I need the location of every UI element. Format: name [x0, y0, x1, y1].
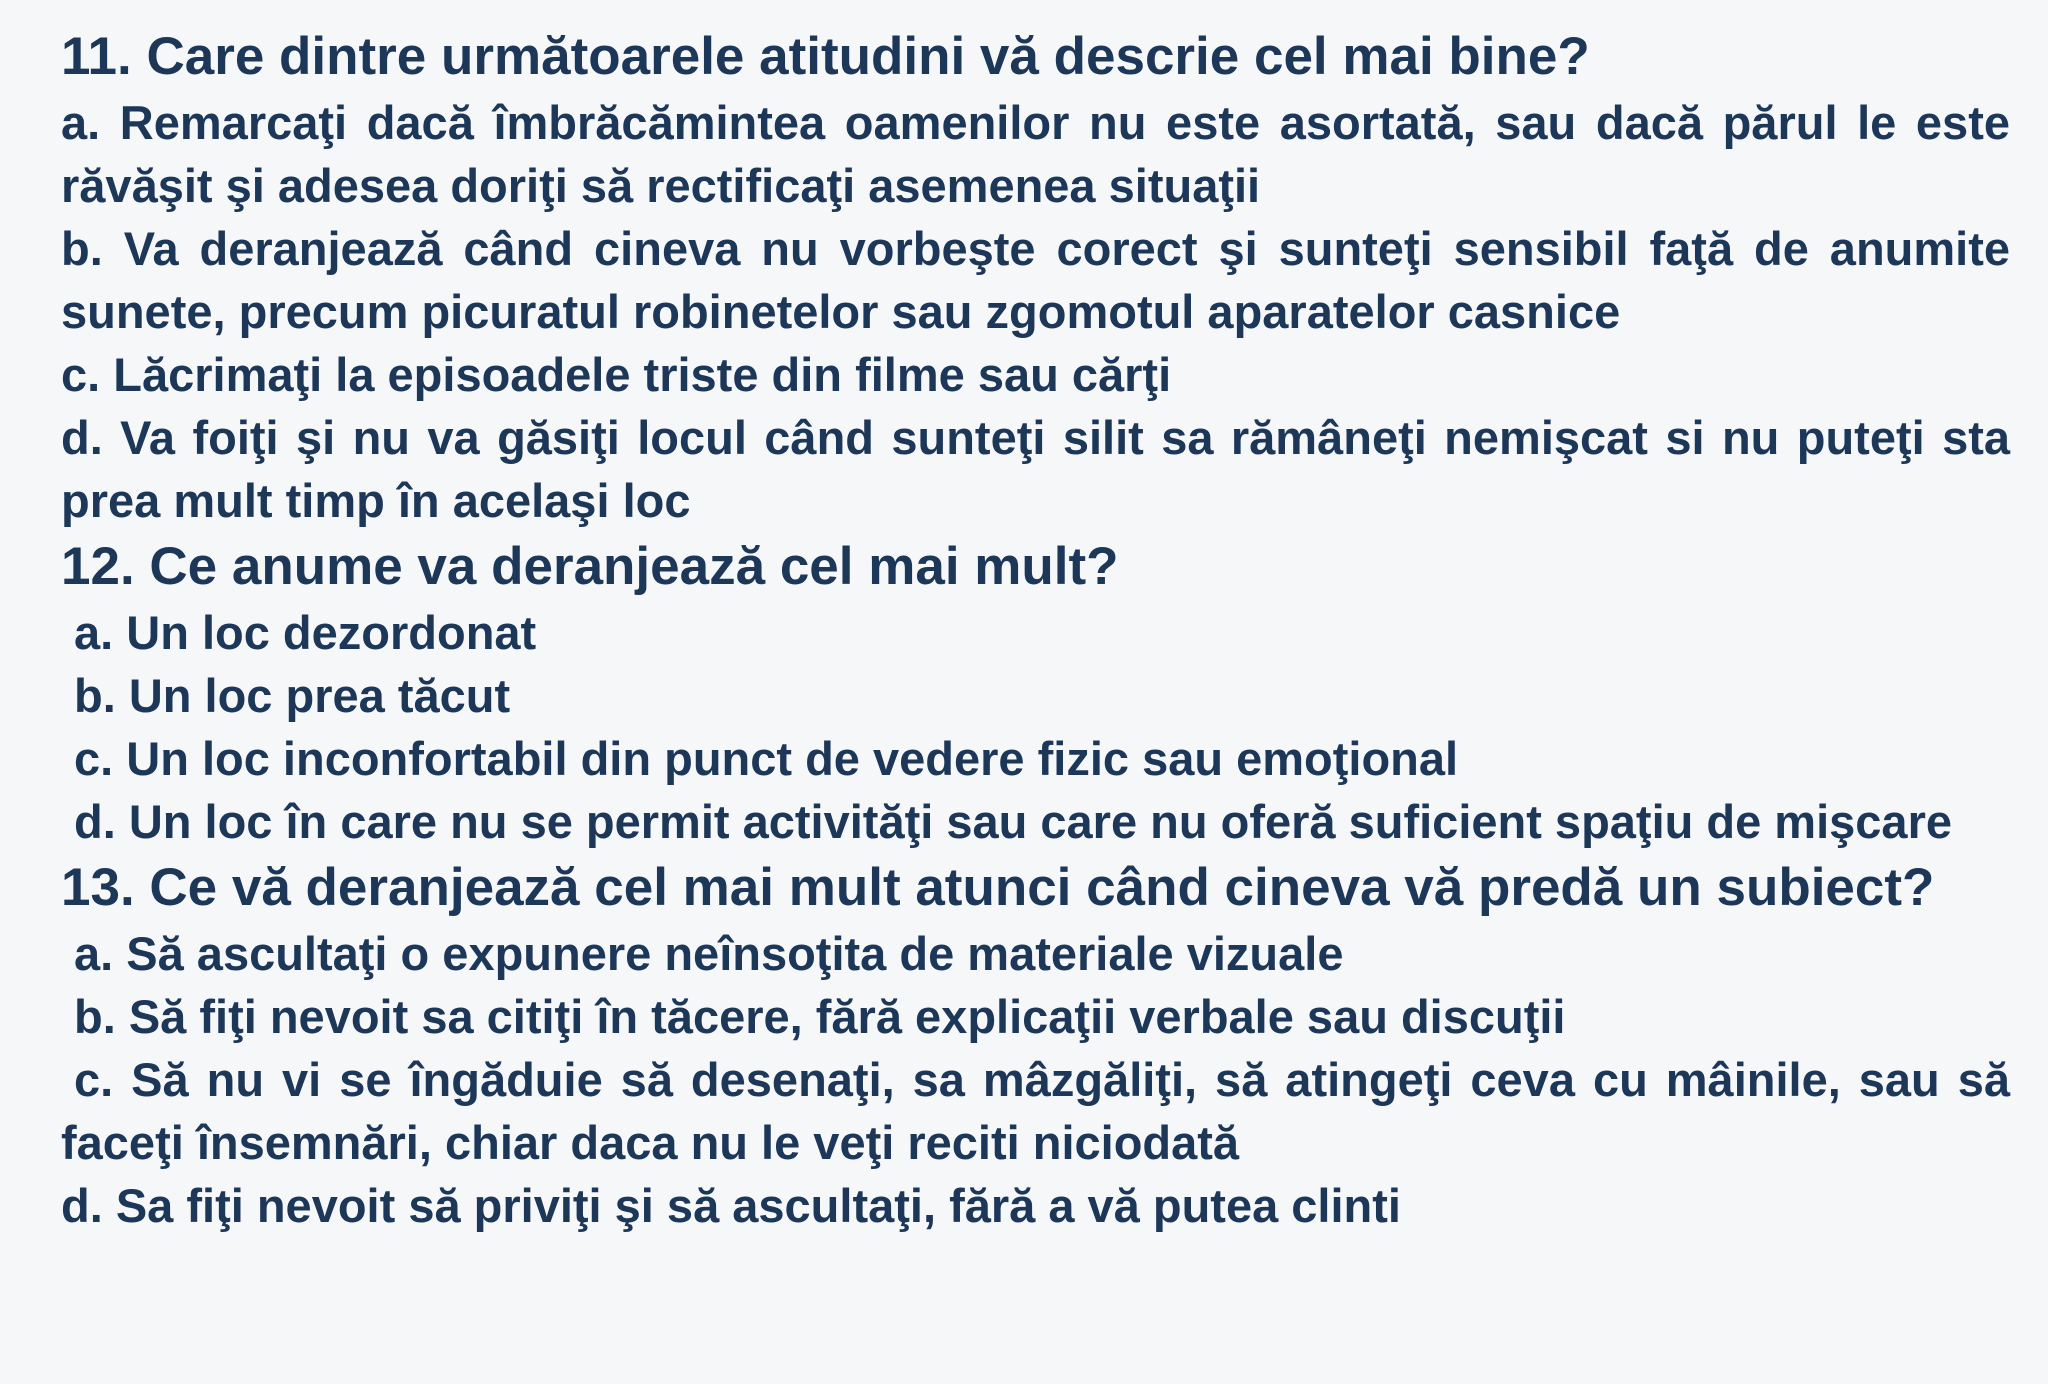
question-title: 12. Ce anume va deranjează cel mai mult? — [61, 537, 1119, 596]
option-d: d. Va foiţi şi nu va găsiţi locul când sunteţi silit sa rămâneţi nemişcat si nu puteţi sta prea mult timp în acelaşi loc — [61, 411, 2010, 527]
option-a: a. Remarcaţi dacă îmbrăcămintea oamenilor nu este asortată, sau dacă părul le este răvăşit şi adesea doriţi să rectificaţi asemenea situaţii — [61, 96, 2010, 212]
option-a: a. Un loc dezordonat — [74, 606, 537, 659]
option-a: a. Să ascultaţi o expunere neînsoţita de materiale vizuale — [74, 927, 1344, 980]
quiz-slide — [61, 22, 2010, 1237]
question-11 — [61, 22, 2010, 532]
option-b: b. Va deranjează când cineva nu vorbeşte corect şi sunteţi sensibil faţă de anumite sunete, precum picuratul robinetelor sau zgomotul aparatelor casnice — [61, 222, 2010, 338]
option-c: c. Lăcrimaţi la episoadele triste din filme sau cărţi — [61, 348, 1172, 401]
option-d: d. Un loc în care nu se permit activităţi sau care nu oferă suficient spaţiu de mişcare — [74, 795, 1953, 848]
option-c: c. Un loc inconfortabil din punct de vedere fizic sau emoţional — [74, 732, 1459, 785]
option-d: d. Sa fiţi nevoit să priviţi şi să ascultaţi, fără a vă putea clinti — [61, 1179, 1401, 1232]
question-12 — [61, 532, 2010, 853]
question-title: 13. Ce vă deranjează cel mai mult atunci când cineva vă predă un subiect? — [61, 858, 1935, 917]
question-title: 11. Care dintre următoarele atitudini vă descrie cel mai bine? — [61, 27, 1590, 86]
option-b: b. Să fiţi nevoit sa citiţi în tăcere, fără explicaţii verbale sau discuţii — [74, 990, 1566, 1043]
option-c: c. Să nu vi se îngăduie să desenaţi, sa mâzgăliţi, să atingeţi ceva cu mâinile, sau să faceţi însemnări, chiar daca nu le veţi reciti niciodată — [61, 1053, 2010, 1169]
question-13 — [61, 853, 2010, 1237]
option-b: b. Un loc prea tăcut — [74, 669, 511, 722]
